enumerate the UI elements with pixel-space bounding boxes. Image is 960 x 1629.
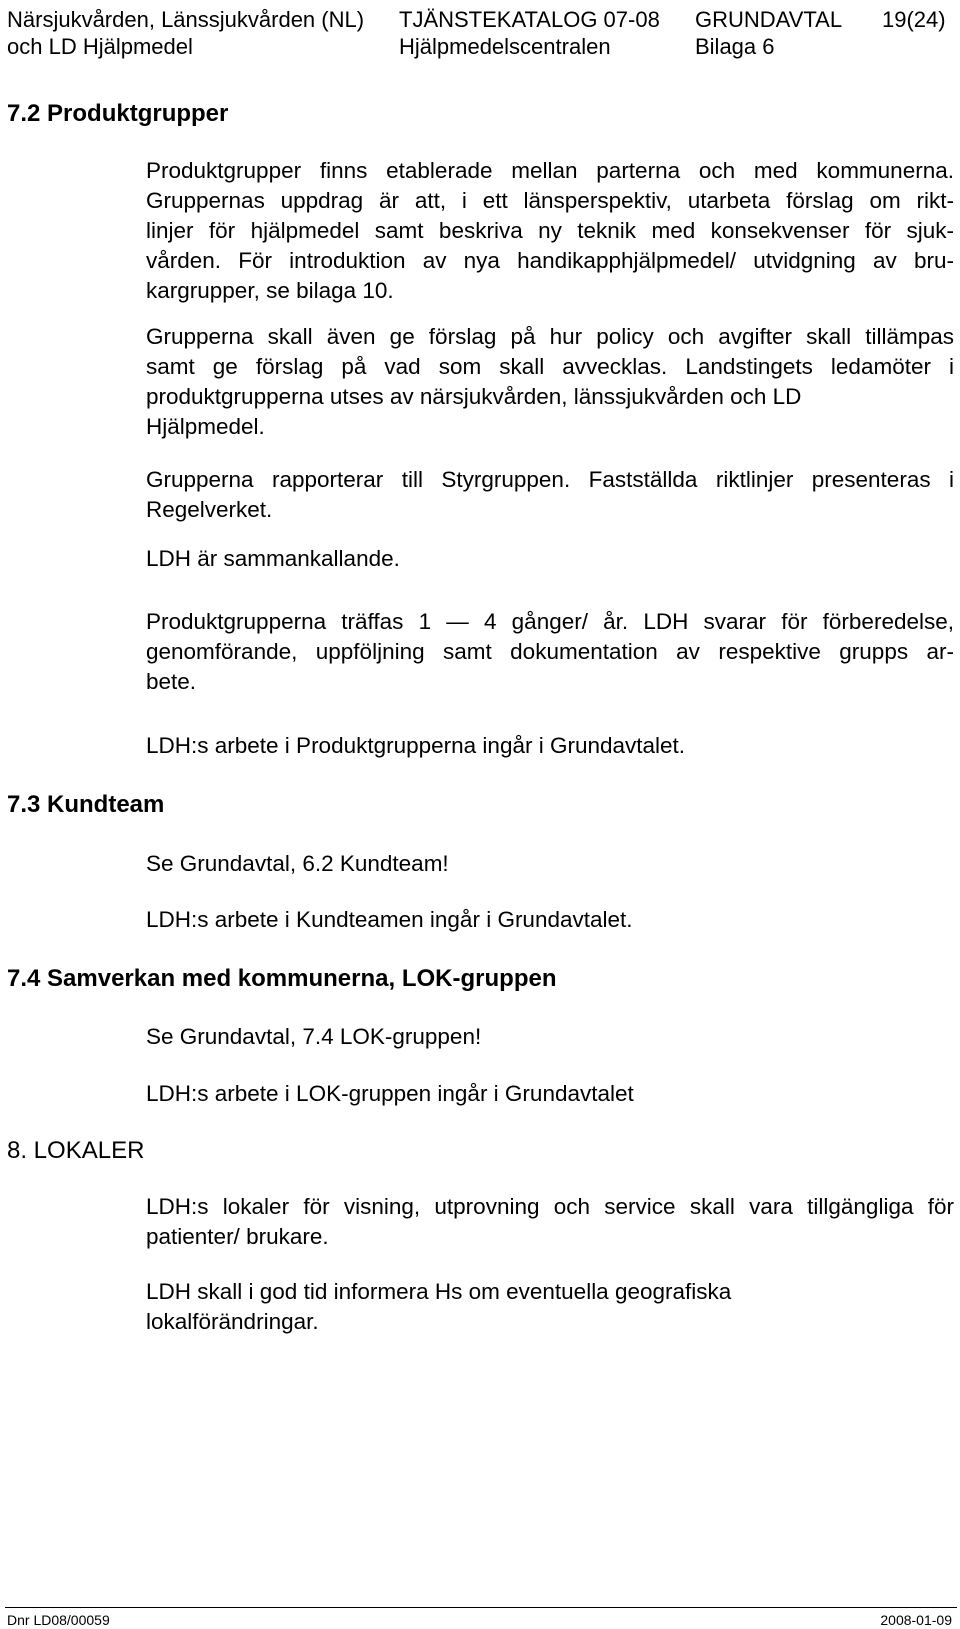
page-number: 19(24): [882, 7, 946, 32]
text-line: linjer för hjälpmedel samt beskriva ny teknik med konsekvenser för sjuk-: [146, 218, 954, 243]
text-line: LDH är sammankallande.: [146, 546, 400, 571]
text-line: LDH:s lokaler för visning, utprovning och service skall vara tillgängliga för: [146, 1194, 954, 1219]
text-line: Hjälpmedel.: [146, 414, 265, 439]
paragraph: [146, 905, 954, 935]
text-line: samt ge förslag på vad som skall avvecklas. Landstingets ledamöter i: [146, 354, 954, 379]
text-line: produktgrupperna utses av närsjukvården, länssjukvården och LD: [146, 384, 802, 409]
paragraph: [146, 1192, 954, 1222]
section-heading-8: 8. LOKALER: [7, 1137, 145, 1164]
paragraph: [146, 156, 954, 276]
text-line: kargrupper, se bilaga 10.: [146, 278, 394, 303]
text-line: patienter/ brukare.: [146, 1224, 329, 1249]
header-agreement: [695, 6, 842, 60]
header-organisation: [7, 6, 364, 60]
text-line: Gruppernas uppdrag är att, i ett länsperspektiv, utarbeta förslag om rikt-: [146, 188, 954, 213]
text-line: Grupperna skall även ge förslag på hur policy och avgifter skall tillämpas: [146, 324, 954, 349]
paragraph: [146, 607, 954, 667]
text-line: genomförande, uppföljning samt dokumentation av respektive grupps ar-: [146, 639, 954, 664]
paragraph-last-line: [146, 276, 954, 306]
paragraph: [146, 544, 954, 574]
header-line: och LD Hjälpmedel: [7, 34, 193, 59]
header-line: Bilaga 6: [695, 34, 775, 59]
text-line: LDH:s arbete i Produktgrupperna ingår i Grundavtalet.: [146, 733, 686, 758]
text-line: Se Grundavtal, 6.2 Kundteam!: [146, 851, 449, 876]
paragraph-continued: [146, 382, 954, 442]
text-line: LDH skall i god tid informera Hs om eventuella geografiska: [146, 1279, 732, 1304]
text-line: Grupperna rapporterar till Styrgruppen. Fastställda riktlinjer presenteras i: [146, 467, 954, 492]
paragraph: [146, 1022, 954, 1052]
text-line: Se Grundavtal, 7.4 LOK-gruppen!: [146, 1024, 482, 1049]
footer-rule: [5, 1607, 957, 1608]
section-heading-7-4: 7.4 Samverkan med kommunerna, LOK-gruppen: [7, 965, 557, 992]
paragraph: [146, 1079, 954, 1109]
paragraph-last-line: [146, 495, 954, 525]
paragraph-last-line: [146, 1222, 954, 1252]
header-line: Hjälpmedelscentralen: [399, 34, 611, 59]
text-line: Regelverket.: [146, 497, 273, 522]
text-line: lokalförändringar.: [146, 1309, 319, 1334]
text-line: LDH:s arbete i Kundteamen ingår i Grundavtalet.: [146, 907, 633, 932]
paragraph: [146, 731, 954, 761]
header-line: GRUNDAVTAL: [695, 7, 843, 32]
paragraph: [146, 465, 954, 495]
text-line: vården. För introduktion av nya handikapphjälpmedel/ utvidgning av bru-: [146, 248, 954, 273]
footer-date: 2008-01-09: [880, 1612, 952, 1628]
text-line: Produktgrupper finns etablerade mellan parterna och med kommunerna.: [146, 158, 954, 183]
section-heading-7-2: 7.2 Produktgrupper: [7, 100, 229, 127]
header-catalog: [399, 6, 660, 60]
paragraph: [146, 849, 954, 879]
paragraph-last-line: [146, 667, 954, 697]
header-line: TJÄNSTEKATALOG 07-08: [399, 7, 660, 32]
text-line: LDH:s arbete i LOK-gruppen ingår i Grundavtalet: [146, 1081, 634, 1106]
section-heading-7-3: 7.3 Kundteam: [7, 791, 165, 818]
paragraph: [146, 322, 954, 382]
header-line: Närsjukvården, Länssjukvården (NL): [7, 7, 365, 32]
text-line: Produktgrupperna träffas 1 — 4 gånger/ år. LDH svarar för förberedelse,: [146, 609, 954, 634]
paragraph: [146, 1277, 954, 1337]
footer-document-number: Dnr LD08/00059: [7, 1612, 110, 1628]
text-line: bete.: [146, 669, 197, 694]
